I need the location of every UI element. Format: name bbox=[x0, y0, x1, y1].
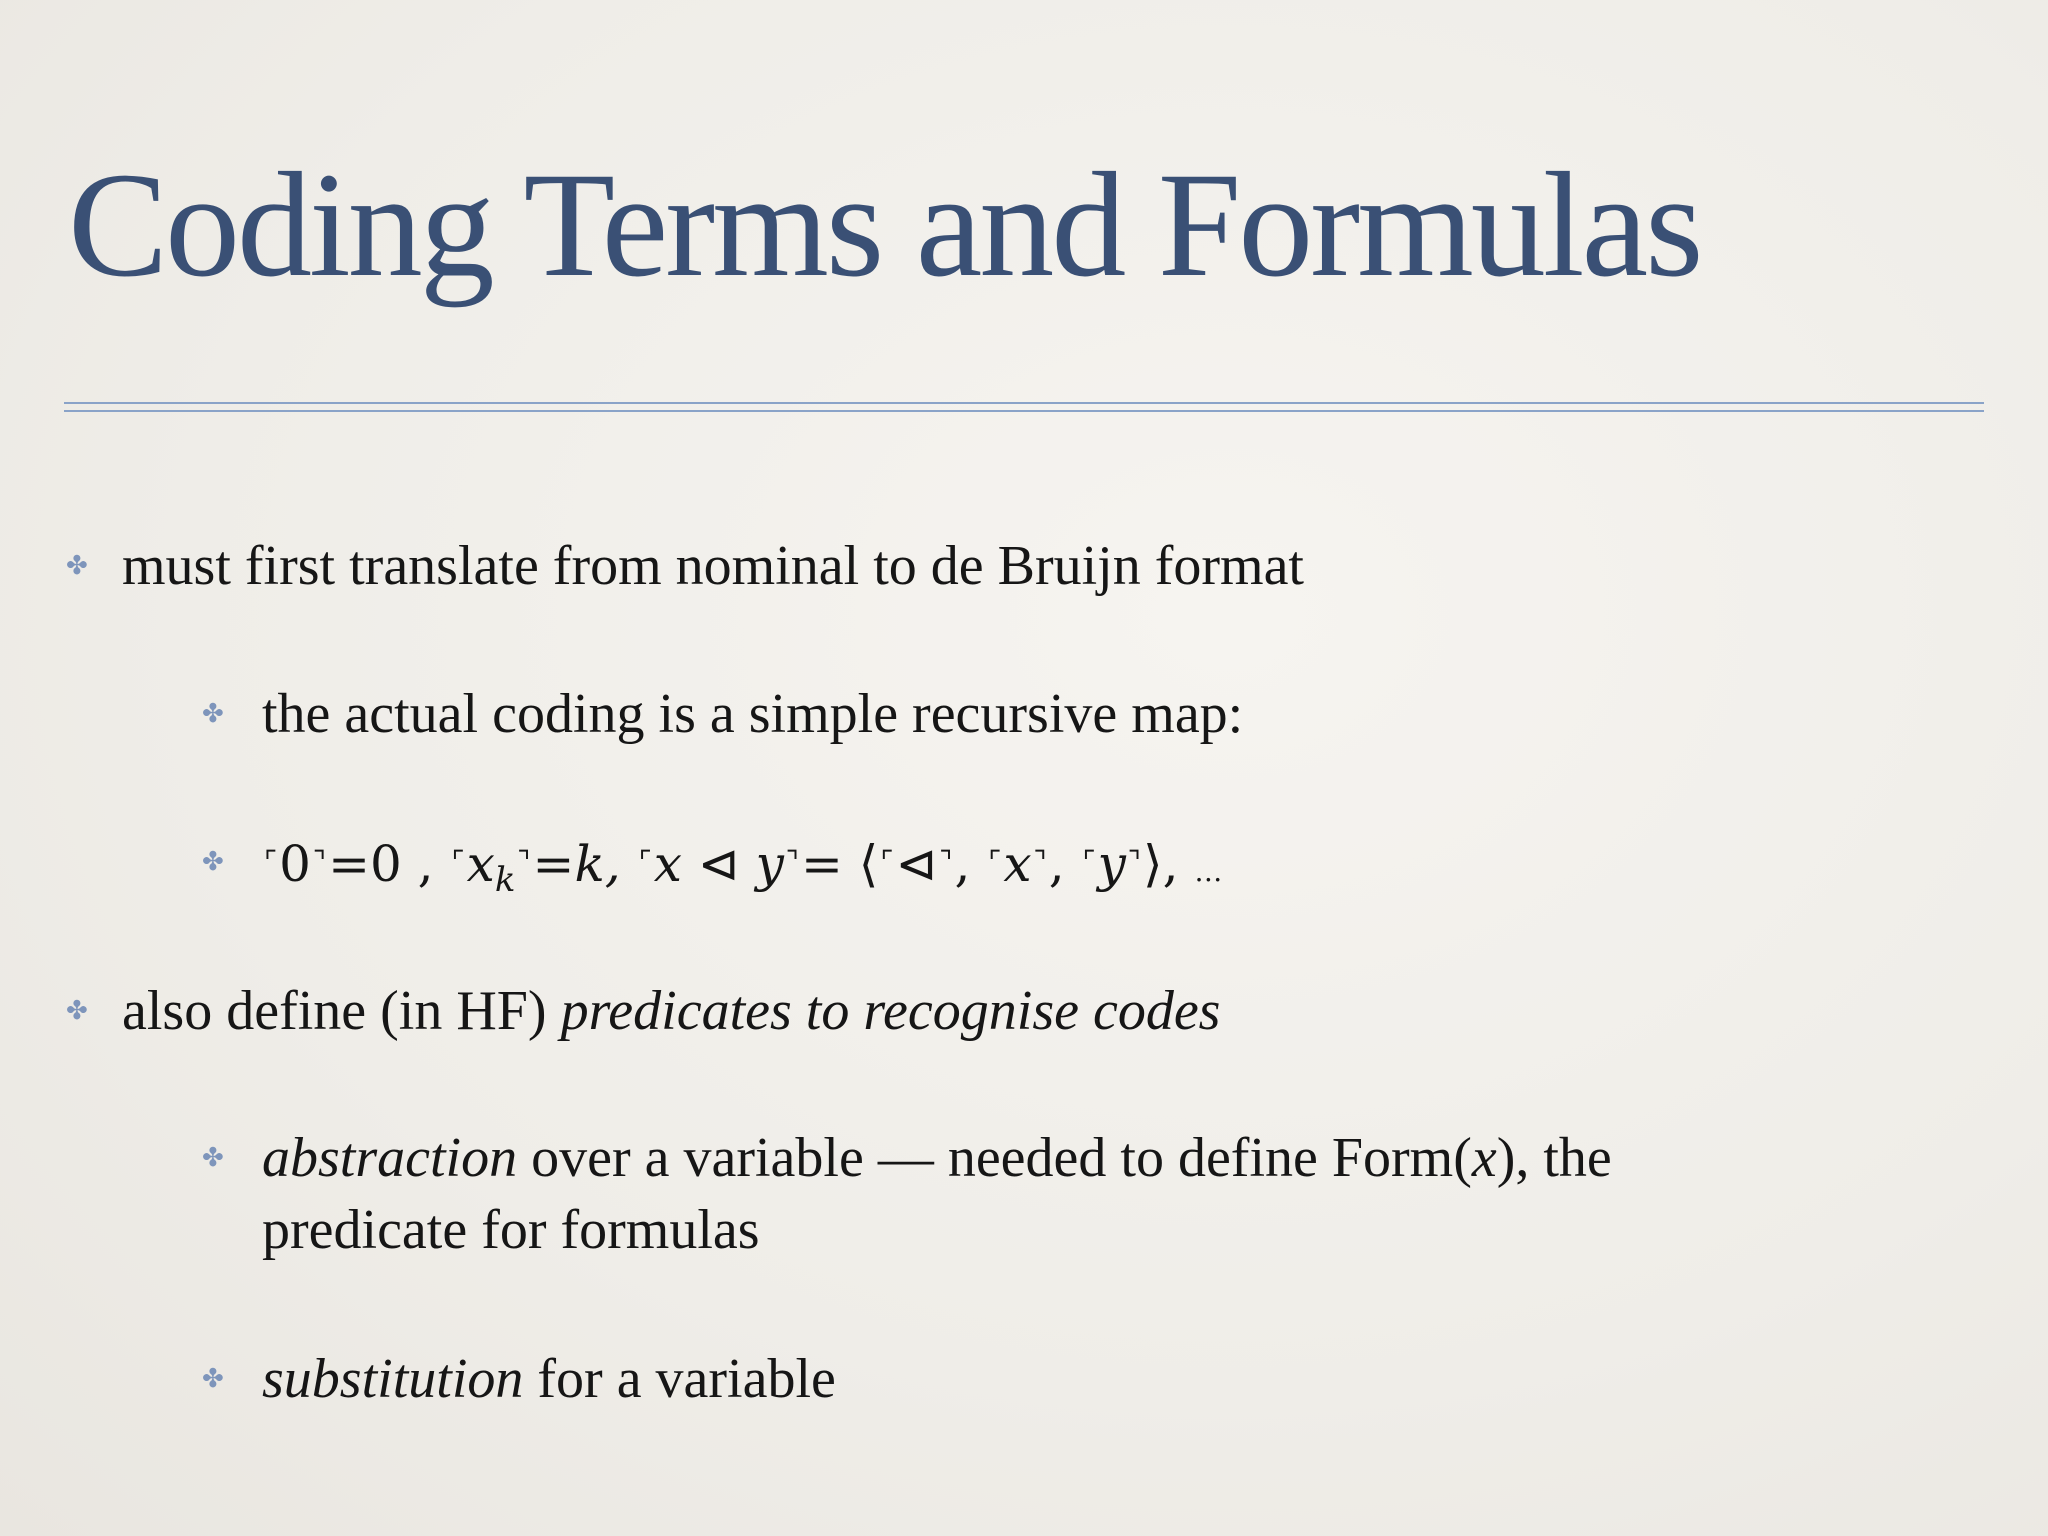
bullet-text-variable: x bbox=[1471, 1127, 1497, 1189]
bullet-text: ), the bbox=[1496, 1127, 1612, 1189]
bullet-text: for a variable bbox=[523, 1348, 836, 1410]
bullet-item-level2 bbox=[202, 678, 1244, 750]
coding-map-formula: ⌜0⌝=0 , $^⌜x_k^⌝=k$, ⌜x ⊲ y⌝= ⟨⌜⊲⌝, ⌜x⌝, ⌜y⌝⟩, … bbox=[264, 835, 1223, 900]
bullet-text-continuation: predicate for formulas bbox=[262, 1199, 760, 1261]
slide-title: Coding Terms and Formulas bbox=[68, 142, 1701, 308]
bullet-item-level2 bbox=[202, 1122, 1612, 1266]
bullet-text: the actual coding is a simple recursive map: bbox=[262, 683, 1244, 745]
four-pointed-star-icon: ✤ bbox=[202, 847, 224, 877]
four-pointed-star-icon: ✤ bbox=[202, 1143, 224, 1173]
title-rule-top bbox=[64, 402, 1984, 404]
bullet-text-emphasis: substitution bbox=[262, 1348, 524, 1410]
bullet-item-level1 bbox=[66, 530, 1304, 602]
bullet-item-level1 bbox=[66, 975, 1221, 1047]
bullet-text-emphasis: abstraction bbox=[262, 1127, 518, 1189]
bullet-item-level2-math bbox=[202, 826, 1223, 916]
four-pointed-star-icon: ✤ bbox=[66, 996, 88, 1026]
bullet-item-level2 bbox=[202, 1343, 836, 1415]
four-pointed-star-icon: ✤ bbox=[202, 699, 224, 729]
bullet-text: over a variable — needed to define Form( bbox=[517, 1127, 1472, 1189]
title-rule-bottom bbox=[64, 410, 1984, 412]
bullet-text: also define (in HF) bbox=[122, 980, 561, 1042]
bullet-text-emphasis: predicates to recognise codes bbox=[560, 980, 1221, 1042]
four-pointed-star-icon: ✤ bbox=[202, 1364, 224, 1394]
bullet-text: must first translate from nominal to de Bruijn format bbox=[122, 535, 1304, 597]
four-pointed-star-icon: ✤ bbox=[66, 551, 88, 581]
